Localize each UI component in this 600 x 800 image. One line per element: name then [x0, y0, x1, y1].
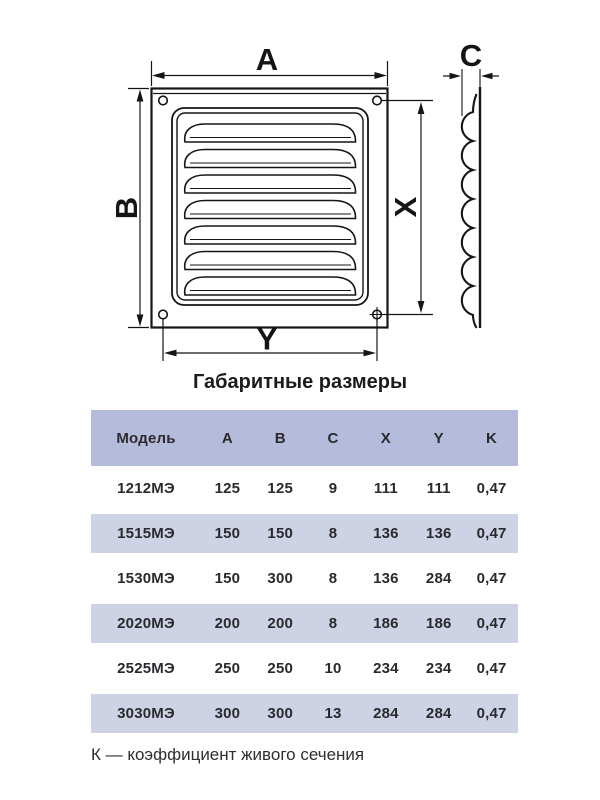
- table-cell: 111: [373, 480, 398, 497]
- table-cell: 136: [373, 570, 399, 587]
- table-cell: 284: [425, 570, 452, 587]
- table-cell: 234: [425, 660, 452, 677]
- table-cell: 200: [267, 615, 294, 632]
- table-cell: 13: [324, 705, 342, 722]
- table-cell-model: 2525МЭ: [117, 660, 175, 677]
- dimensions-table: [91, 410, 518, 736]
- table-body: [91, 466, 518, 736]
- dimension-diagram: [0, 0, 600, 365]
- table-cell: 150: [267, 525, 294, 542]
- table-row: [91, 646, 518, 691]
- table-header-cell: Y: [433, 429, 444, 447]
- table-cell: 9: [328, 480, 338, 497]
- table-cell: 136: [425, 525, 452, 542]
- table-cell: 150: [214, 570, 241, 587]
- table-cell: 8: [328, 570, 338, 587]
- table-cell: 186: [425, 615, 452, 632]
- table-cell: 186: [373, 615, 399, 632]
- footnote: К — коэффициент живого сечения: [91, 745, 365, 764]
- dimension-label-a: A: [255, 42, 279, 77]
- table-cell: 125: [267, 480, 294, 497]
- table-cell: 300: [267, 570, 294, 587]
- table-cell: 8: [328, 525, 338, 542]
- table-cell: 200: [214, 615, 241, 632]
- table-cell: 150: [214, 525, 241, 542]
- section-title: Габаритные размеры: [192, 371, 408, 393]
- table-cell: 125: [214, 480, 241, 497]
- side-view-louver-scallops: [462, 94, 477, 328]
- table-cell-model: 1515МЭ: [117, 525, 175, 542]
- table-header-cell: X: [380, 429, 392, 447]
- table-cell-model: 2020МЭ: [117, 615, 175, 632]
- table-cell: 250: [267, 660, 294, 677]
- table-cell: 0,47: [476, 705, 507, 722]
- table-header-cell: B: [274, 429, 286, 447]
- table-header-row: [91, 410, 518, 466]
- table-cell: 234: [373, 660, 399, 677]
- table-cell: 300: [267, 705, 294, 722]
- table-cell: 0,47: [476, 615, 507, 632]
- table-cell: 0,47: [476, 570, 507, 587]
- table-cell-model: 1212МЭ: [117, 480, 175, 497]
- table-header-cell: A: [221, 429, 233, 447]
- table-header-cell: K: [486, 429, 498, 447]
- table-cell: 136: [373, 525, 399, 542]
- grille-side-view: [462, 87, 480, 328]
- dimension-label-b: B: [109, 196, 144, 220]
- dimension-label-x: X: [388, 196, 423, 218]
- table-row: [91, 601, 518, 646]
- table-cell: 10: [324, 660, 342, 677]
- table-cell: 111: [426, 480, 451, 497]
- dimension-label-y: Y: [256, 321, 278, 357]
- table-cell: 250: [214, 660, 241, 677]
- table-cell: 300: [214, 705, 241, 722]
- table-cell: 0,47: [476, 480, 507, 497]
- dimension-label-c: C: [459, 38, 483, 73]
- table-cell-model: 3030МЭ: [117, 705, 175, 722]
- table-cell: 284: [373, 705, 399, 722]
- table-row: [91, 466, 518, 511]
- table-row: [91, 691, 518, 736]
- table-header-cell: Модель: [116, 429, 176, 447]
- table-header-cell: C: [327, 429, 339, 447]
- louver: [185, 124, 356, 295]
- table-cell: 0,47: [476, 660, 507, 677]
- table-cell: 284: [425, 705, 452, 722]
- table-cell: 0,47: [476, 525, 507, 542]
- table-row: [91, 511, 518, 556]
- table-cell-model: 1530МЭ: [117, 570, 175, 587]
- table-cell: 8: [328, 615, 338, 632]
- dimension-c: [443, 69, 499, 116]
- grille-front-view: [152, 89, 388, 328]
- table-row: [91, 556, 518, 601]
